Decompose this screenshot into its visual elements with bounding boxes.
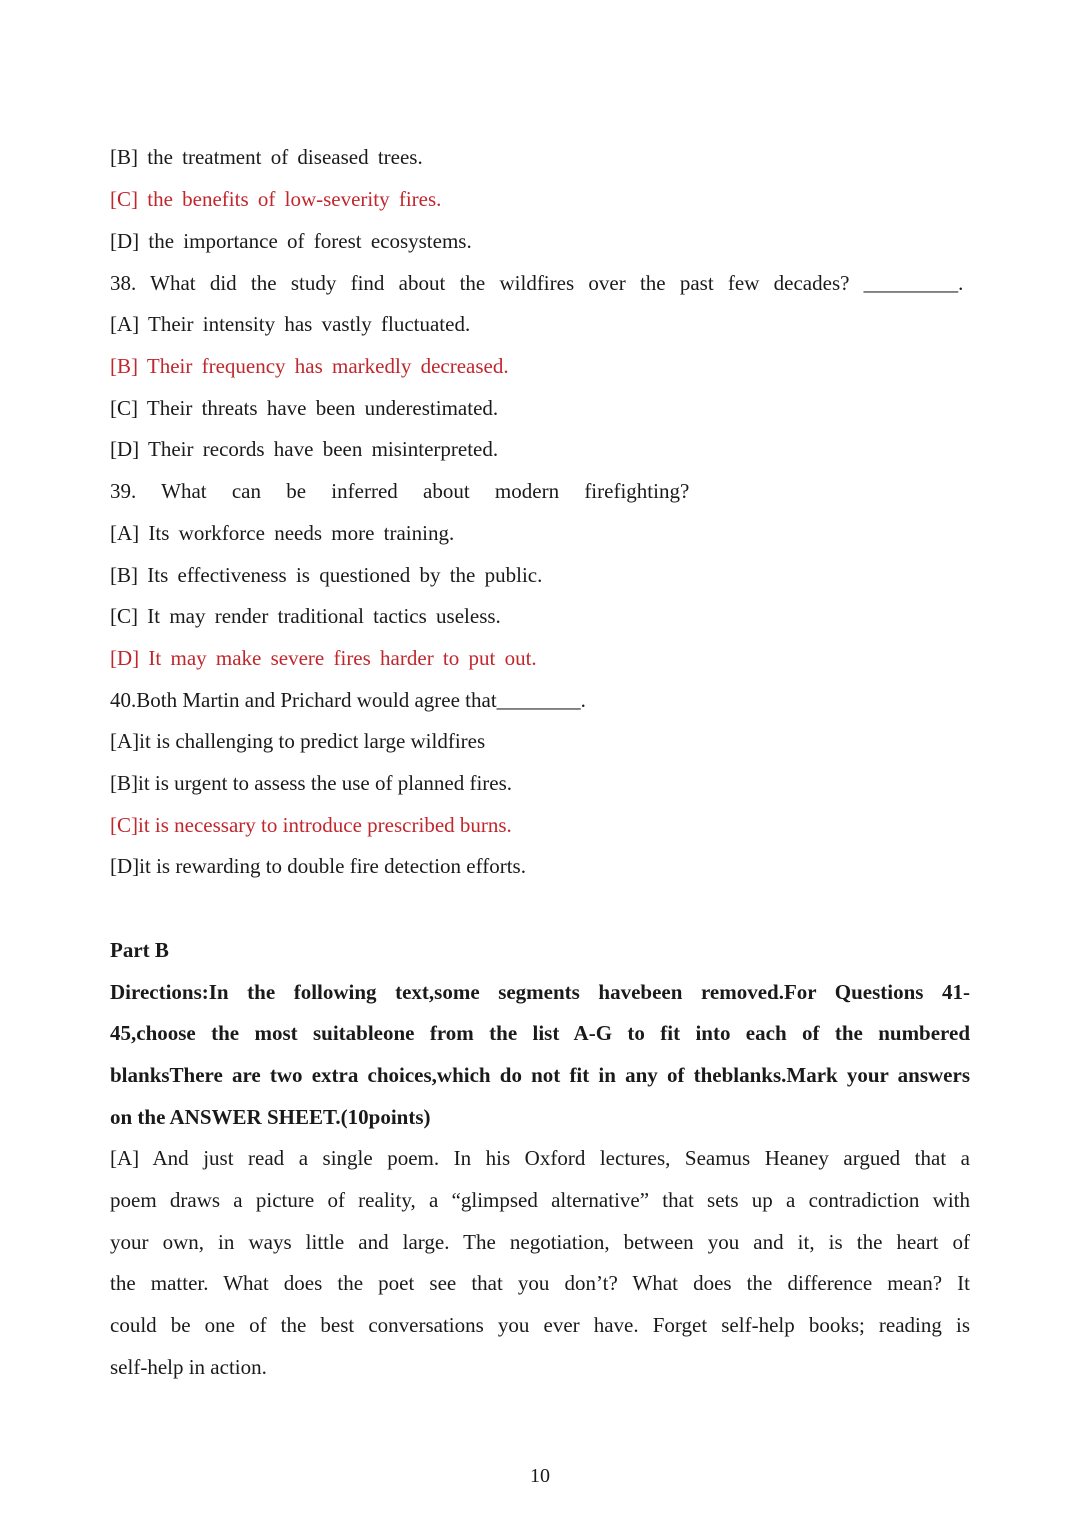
q40-option-b: [B]it is urgent to assess the use of planned fires. <box>110 771 513 795</box>
directions-line-1: Directions:In the following text,some segments havebeen removed.For Questions 41- <box>110 980 970 1004</box>
q39-option-b: [B] Its effectiveness is questioned by the public. <box>110 563 543 587</box>
passage-line-4: the matter. What does the poet see that you don’t? What does the difference mean? It <box>110 1271 970 1295</box>
q40-option-d: [D]it is rewarding to double fire detection efforts. <box>110 854 526 878</box>
directions-line-3: blanksThere are two extra choices,which do not fit in any of theblanks.Mark your answers <box>110 1063 970 1087</box>
passage-line-2: poem draws a picture of reality, a “glimpsed alternative” that sets up a contradiction with <box>110 1188 970 1212</box>
passage-line-6: self-help in action. <box>110 1355 267 1379</box>
q39-option-c: [C] It may render traditional tactics useless. <box>110 604 501 628</box>
question-40-stem: 40.Both Martin and Prichard would agree that________. <box>110 688 586 712</box>
q38-option-a: [A] Their intensity has vastly fluctuated. <box>110 312 471 336</box>
q38-option-d: [D] Their records have been misinterpreted. <box>110 437 499 461</box>
question-38-stem: 38. What did the study find about the wildfires over the past few decades? _________. <box>110 271 964 295</box>
passage-line-3: your own, in ways little and large. The negotiation, between you and it, is the heart of <box>110 1230 970 1254</box>
q38-option-b-correct: [B] Their frequency has markedly decreased. <box>110 354 509 378</box>
question-39-stem: 39. What can be inferred about modern firefighting? <box>110 479 690 503</box>
directions-line-4: on the ANSWER SHEET.(10points) <box>110 1105 431 1129</box>
option-b: [B] the treatment of diseased trees. <box>110 145 423 169</box>
q39-option-a: [A] Its workforce needs more training. <box>110 521 455 545</box>
page-number: 10 <box>530 1465 550 1487</box>
q40-option-a: [A]it is challenging to predict large wildfires <box>110 729 486 753</box>
option-c-correct: [C] the benefits of low-severity fires. <box>110 187 442 211</box>
q38-option-c: [C] Their threats have been underestimated. <box>110 396 499 420</box>
passage-line-5: could be one of the best conversations you ever have. Forget self-help books; reading is <box>110 1313 970 1337</box>
part-b-heading: Part B <box>110 938 169 962</box>
passage-line-1: [A] And just read a single poem. In his Oxford lectures, Seamus Heaney argued that a <box>110 1146 970 1170</box>
directions-line-2: 45,choose the most suitableone from the list A-G to fit into each of the numbered <box>110 1021 970 1045</box>
q40-option-c-correct: [C]it is necessary to introduce prescribed burns. <box>110 813 512 837</box>
option-d: [D] the importance of forest ecosystems. <box>110 229 472 253</box>
q39-option-d-correct: [D] It may make severe fires harder to put out. <box>110 646 537 670</box>
